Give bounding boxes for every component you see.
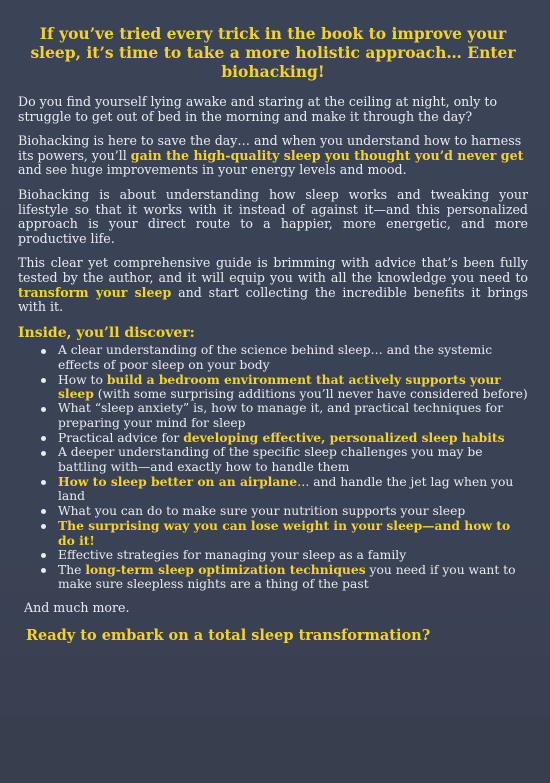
list-item: What “sleep anxiety” is, how to manage it, and practical techniques for preparing your mind for sleep bbox=[58, 402, 528, 431]
list-item: A deeper understanding of the specific sleep challenges you may be battling with—and exactly how to handle them bbox=[58, 446, 528, 475]
text-segment: and see huge improvements in your energy levels and mood. bbox=[18, 162, 407, 178]
text-segment: Biohacking is here to save the day… and when you understand how to harness its powers, you’ll bbox=[18, 133, 522, 163]
biohacking-paragraph bbox=[18, 134, 528, 178]
text-segment: and start collecting the incredible benefits it brings with it. bbox=[18, 284, 528, 315]
bottom-band bbox=[0, 717, 550, 783]
list-item: Effective strategies for managing your sleep as a family bbox=[58, 548, 528, 563]
text-segment: This clear yet comprehensive guide is brimming with advice that’s been fully tested by the author, and it will equip you with all the knowledge you need to bbox=[18, 255, 528, 285]
bullet-list bbox=[18, 344, 528, 592]
list-item: How to sleep better on an airplane… and handle the jet lag when you land bbox=[58, 475, 528, 504]
guide-paragraph bbox=[18, 256, 528, 314]
list-item: What you can do to make sure your nutrition supports your sleep bbox=[58, 504, 528, 519]
highlight-text: transform your sleep bbox=[18, 284, 172, 300]
list-item: The long-term sleep optimization techniques you need if you want to make sure sleepless nights are a thing of the past bbox=[58, 563, 528, 592]
intro-paragraph: Do you find yourself lying awake and staring at the ceiling at night, only to struggle to get out of bed in the morning and make it through the day? bbox=[18, 94, 498, 124]
closing-call-to-action: Ready to embark on a total sleep transformation? bbox=[26, 627, 431, 645]
discover-subheading: Inside, you’ll discover: bbox=[18, 324, 195, 341]
list-item: How to build a bedroom environment that actively supports your sleep (with some surprising additions you’ll never have considered before) bbox=[58, 371, 528, 402]
headline: If you’ve tried every trick in the book to improve your sleep, it’s time to take a more holistic approach… Enter biohacking! bbox=[30, 24, 516, 81]
lifestyle-paragraph: Biohacking is about understanding how sleep works and tweaking your lifestyle so that it works with it instead of against it—and this personalized approach is your direct route to a happier, more energetic, and more productive life. bbox=[18, 186, 528, 246]
list-item: A clear understanding of the science behind sleep… and the systemic effects of poor sleep on your body bbox=[58, 344, 528, 373]
highlight-text: gain the high-quality sleep you thought you’d never get bbox=[130, 147, 524, 163]
list-item: The surprising way you can lose weight in your sleep—and how to do it! bbox=[58, 519, 528, 549]
and-more-text: And much more. bbox=[24, 600, 130, 616]
list-item: Practical advice for developing effective, personalized sleep habits bbox=[58, 431, 528, 446]
